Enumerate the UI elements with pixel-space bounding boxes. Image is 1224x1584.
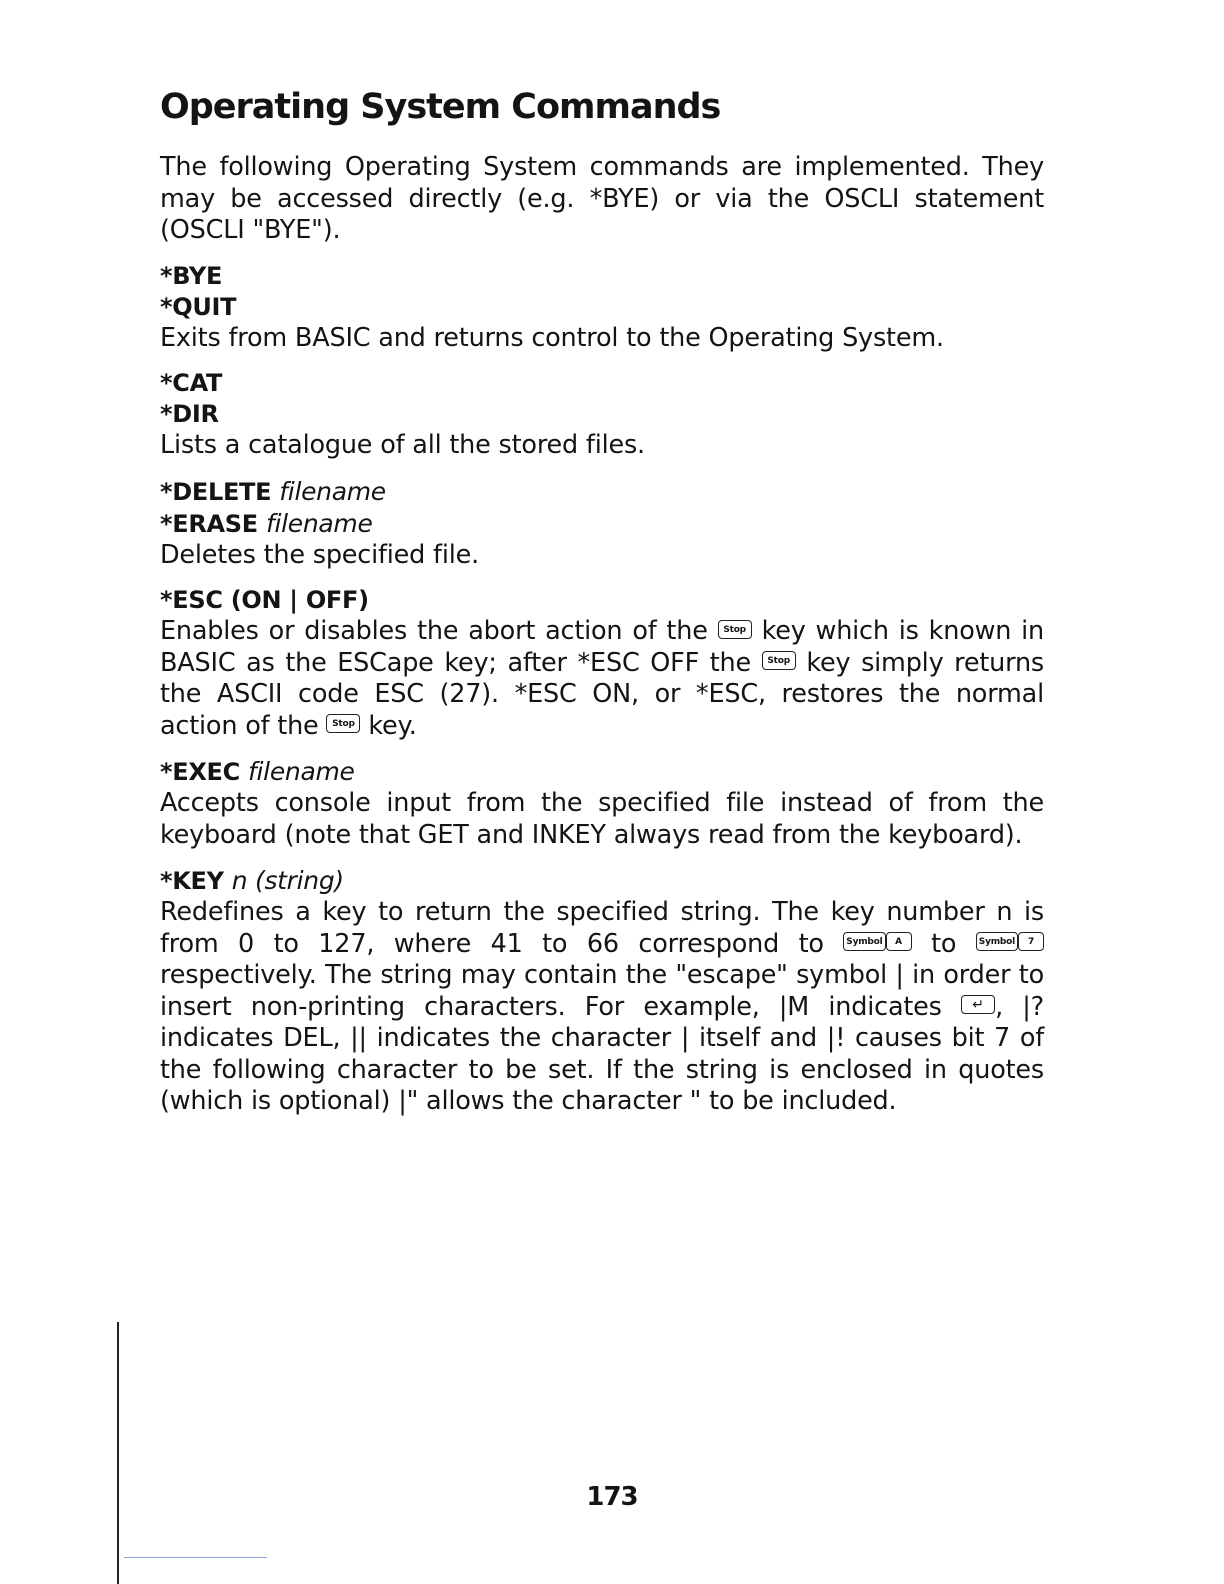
command-bye: *BYE xyxy=(160,261,223,290)
command-erase-name: *ERASE xyxy=(160,509,258,538)
command-block-esc xyxy=(160,585,1044,616)
command-key xyxy=(160,865,1044,897)
key-desc-part-4: , |? indicates DEL, || indicates the character | itself and |! causes bit 7 of the following character to be set. If the string is enclosed in quotes (which is optional) |" allows the character " to be included. xyxy=(160,991,1044,1116)
intro-paragraph: The following Operating System commands are implemented. They may be accessed directly (e.g. *BYE) or via the OSCLI statement (OSCLI "BYE"). xyxy=(160,152,1044,245)
stop-key-icon: Stop xyxy=(762,651,796,670)
key-desc-part-3: respectively. The string may contain the "escape" symbol | in order to insert non-printing characters. For example, |M indicates xyxy=(160,960,1044,1022)
underline-mark xyxy=(124,1557,267,1558)
key-desc-part-1: Redefines a key to return the specified string. The key number n is from 0 to 127, where 41 to 66 correspond to xyxy=(160,897,1044,959)
bye-description: Exits from BASIC and returns control to the Operating System. xyxy=(160,322,944,353)
command-delete xyxy=(160,476,1044,508)
command-delete-name: *DELETE xyxy=(160,477,272,506)
exec-description: Accepts console input from the specified file instead of from the keyboard (note that GET and INKEY always read from the keyboard). xyxy=(160,788,1044,850)
command-block-cat xyxy=(160,368,1044,430)
cat-description: Lists a catalogue of all the stored files. xyxy=(160,430,645,460)
command-erase-arg: filename xyxy=(265,508,373,538)
enter-key-icon: ↵ xyxy=(961,995,995,1014)
command-block-bye xyxy=(160,261,1044,323)
command-erase xyxy=(160,508,1044,540)
esc-desc-part-1: Enables or disables the abort action of the xyxy=(160,616,708,646)
command-key-name: *KEY xyxy=(160,867,224,895)
page-number: 173 xyxy=(586,1482,638,1512)
stop-key-icon: Stop xyxy=(326,714,360,733)
command-delete-arg: filename xyxy=(279,476,386,506)
command-cat: *CAT xyxy=(160,369,223,397)
command-block-exec xyxy=(160,756,1044,788)
delete-description: Deletes the specified file. xyxy=(160,539,479,570)
command-exec xyxy=(160,756,1044,788)
symbol-key-icon: Symbol xyxy=(976,932,1018,951)
command-key-arg: n (string) xyxy=(231,866,344,895)
margin-line xyxy=(117,1322,119,1584)
command-block-delete xyxy=(160,476,1044,540)
esc-desc-part-2: key which is known in BASIC as the ESCape key; after *ESC OFF the xyxy=(160,616,1044,678)
seven-key-icon: 7 xyxy=(1018,932,1044,951)
command-exec-arg: filename xyxy=(248,757,355,786)
esc-desc-part-4: key. xyxy=(368,710,417,741)
a-key-icon: A xyxy=(886,932,912,951)
page-title: Operating System Commands xyxy=(160,87,721,127)
command-exec-name: *EXEC xyxy=(160,758,240,786)
command-quit: *QUIT xyxy=(160,292,237,321)
command-esc: *ESC (ON | OFF) xyxy=(160,586,369,614)
command-dir: *DIR xyxy=(160,400,219,428)
stop-key-icon: Stop xyxy=(718,620,752,639)
key-description xyxy=(160,897,1044,1118)
symbol-key-icon: Symbol xyxy=(843,932,885,951)
esc-desc-part-3: key simply returns the ASCII code ESC (27). *ESC ON, or *ESC, restores the normal action of the xyxy=(160,647,1044,741)
document-page xyxy=(160,84,1044,1118)
key-desc-part-2: to xyxy=(931,928,957,959)
command-block-key xyxy=(160,865,1044,897)
esc-description xyxy=(160,616,1044,742)
